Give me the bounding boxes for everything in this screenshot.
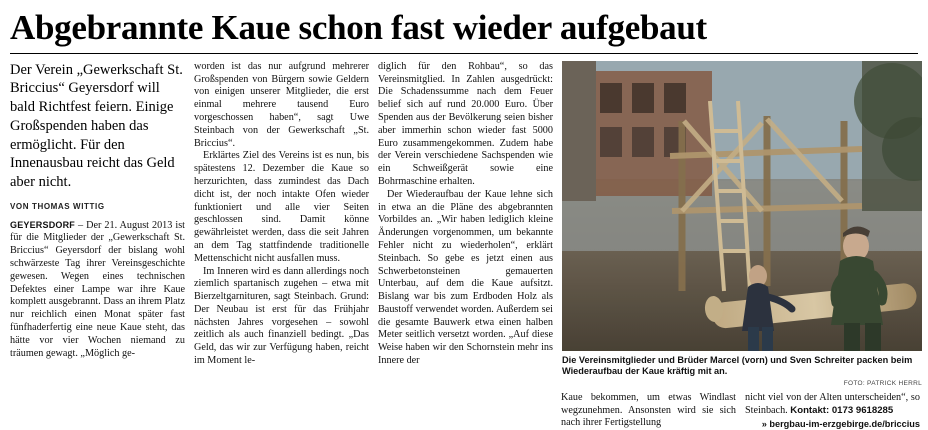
footer-column-right (745, 392, 920, 430)
photo-block (562, 61, 922, 387)
footer-text-left: Kaue bekommen, um etwas Windlast wegzunehmen. Ansonsten wird sie sich nach ihrer Fertigstellung (561, 391, 736, 429)
article-footer-columns (10, 392, 918, 430)
byline: VON THOMAS WITTIG (10, 201, 105, 211)
article-photo (562, 61, 922, 351)
contact-info: Kontakt: 0173 9618285 (790, 404, 894, 416)
column-three-paragraph-2: Der Wiederaufbau der Kaue lehne sich in etwa an die Pläne des abgebrannten Vorbildes an. „Wir haben lediglich kleine Änderungen vorgenommen, um bekannte Fehler nicht zu wiederholen“, erklärt Steinbach. So gebe es jetzt einen aus Schwerbetonsteinen gemauerten Unterbau, auf dem die Kaue aufsitzt. Bislang war bis zum Erdboden Holz als Baustoff verwendet worden. Außerdem sei die gesamte Bauwerk etwa einen halben Meter seitlich versetzt worden. „Auf diese Weise haben wir den Schornstein mehr ins Innere der (378, 188, 553, 367)
footer-text-right (745, 392, 920, 418)
footer-column-left (561, 392, 736, 430)
article-columns (10, 60, 922, 387)
column-two-paragraph-1: worden ist das nur aufgrund mehrerer Großspenden von Bürgern sowie Geldern von einigen unserer Mitglieder, die erst einmal mehrere tausend Euro vorgeschossen haben“, sagt Uwe Steinbach von der Gewerkschaft „St. Briccius“. (194, 60, 369, 149)
column-one-text: – Der 21. August 2013 ist für die Mitglieder der „Gewerkschaft St. Briccius“ Geyersdorf der bislang wohl schwärzeste Tag ihrer Vereinsgeschichte gewesen. Wegen eines technischen Defektes einer Lampe war ihre Kaue komplett ausgebrannt. Dass an ihrem Platz nur reichlich einen Monat später fast fünfhaderfertig eine neue Kaue steht, das hätte vor vier Wochen niemand zu träumen gewagt. „Möglich ge- (10, 219, 185, 359)
column-two-paragraph-2: Erklärtes Ziel des Vereins ist es nun, bis spätestens 12. Dezember die Kaue so herzurichten, dass zumindest das Dach dicht ist, der noch intakte Ofen wieder funktioniert und alle vier Seiten geschlossen sind. Damit könne gewährleistet werden, dass die seit Jahren an dem Tag stattfindende traditionelle Mettenschicht nicht ausfallen muss. (194, 150, 369, 264)
headline-divider (10, 53, 918, 54)
article-lead: Der Verein „Gewerkschaft St. Briccius“ Geyersdorf will bald Richtfest feiern. Einige Großspenden haben das ermöglicht. Für den Innenausbau reicht das Geld aber nicht. (10, 61, 183, 190)
dateline: GEYERSDORF (10, 219, 76, 230)
page-title: Abgebrannte Kaue schon fast wieder aufgebaut (10, 8, 707, 47)
column-two-paragraph-3: Im Inneren wird es dann allerdings noch ziemlich spartanisch zugehen – etwa mit Bierzeltgarnituren, sagt Steinbach. Grund: Der Neubau ist erst für das Frühjahr nächsten Jahres vorgesehen – sowohl zeitlich als auch finanziell bedingt. „Das Geld, das wir zur Verfügung haben, reicht im Moment le- (194, 265, 369, 367)
photo-credit: FOTO: PATRICK HERRL (843, 379, 922, 387)
column-one (10, 61, 185, 361)
footer-text-right-part: nicht viel von der Alten unterscheiden“, so Steinbach. (745, 391, 920, 416)
photo-illustration (562, 61, 922, 351)
column-three-paragraph-1: diglich für den Rohbau“, so das Vereinsmitglied. In Zahlen ausgedrückt: Die Schadenssumme nach dem Feuer belief sich auf rund 20.000 Euro. Über Spenden aus der Bevölkerung seien bisher aber immerhin schon wieder fast 5000 Euro zusammengekommen. Zudem habe der Verein verschiedene Sachspenden wie ein Schweißgerät sowie eine Bohrmaschine erhalten. (378, 60, 553, 187)
photo-caption: Die Vereinsmitglieder und Brüder Marcel (vorn) und Sven Schreiter packen beim Wiederaufbau der Kaue kräftig mit an. (562, 354, 913, 377)
column-one-paragraph (10, 220, 185, 361)
column-two (194, 61, 369, 368)
column-three (378, 61, 553, 368)
weblink[interactable]: » bergbau-im-erzgebirge.de/briccius (761, 419, 920, 430)
